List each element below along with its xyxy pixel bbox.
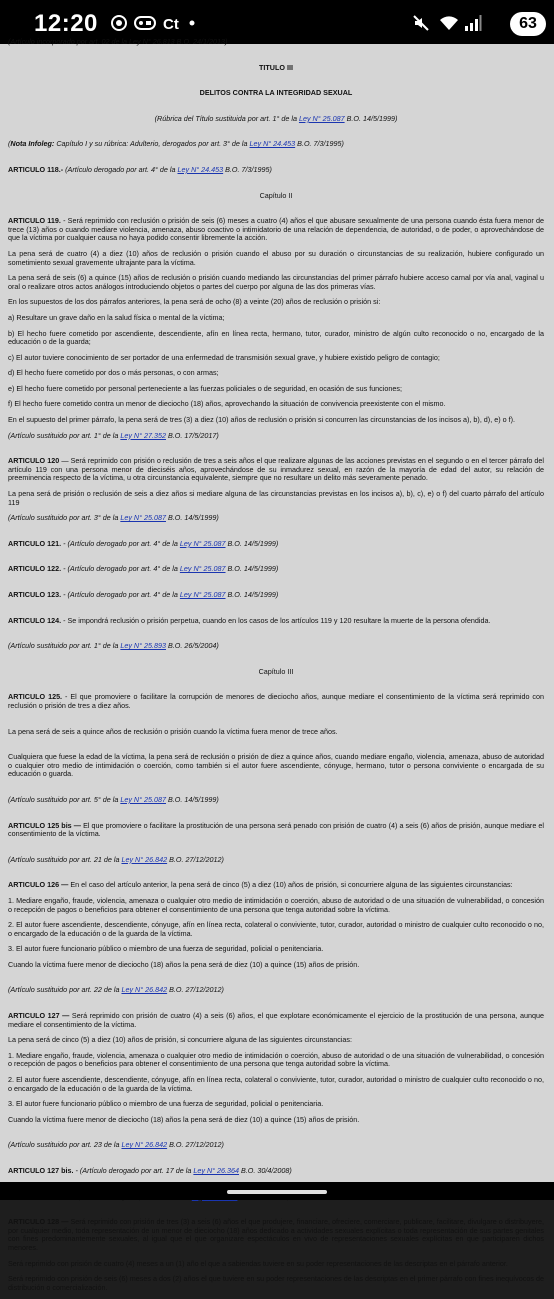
paragraph: Cuando la víctima fuere menor de dieciocho (18) años la pena será de diez (10) a quince (15) años de prisión. [8,959,360,969]
chapter-heading: Capítulo III [258,666,294,676]
amendment-note: (Artículo sustituido por art. 1° de la Ley N° 27.352 B.O. 17/5/2017) [8,430,219,440]
mute-icon [412,14,430,32]
record-camera-icon [134,14,156,32]
amendment-note: (Artículo sustituido por art. 22 de la Ley N° 26.842 B.O. 27/12/2012) [8,985,224,995]
list-item: b) El hecho fuere cometido por ascendiente, descendiente, afín en línea recta, hermano, tutor, curador, ministro de algún culto reconocido o no, encargado de la educación o de la guarda; [8,328,544,347]
article-125: ARTICULO 125. - El que promoviere o facilitare la corrupción de menores de dieciocho años, aunque mediare el consentimiento de la víctima será reprimido con reclusión o prisión de tres a diez años. [8,692,545,710]
list-item: e) El hecho fuere cometido por personal perteneciente a las fuerzas policiales o de seguridad, en ocasión de sus funciones; [8,383,402,393]
paragraph: La pena será de cinco (5) a diez (10) años de prisión, si concurriere alguna de las siguientes circunstancias: [8,1035,352,1045]
battery-badge [510,12,546,36]
document-page[interactable] [0,37,554,1292]
list-item: a) Resultare un grave daño en la salud física o mental de la víctima; [8,312,225,322]
law-link[interactable]: Ley N° 25.087 [120,513,166,523]
paragraph: Cualquiera que fuese la edad de la víctima, la pena será de reclusión o prisión de diez a quince años, cuando mediare engaño, violencia, amenaza, abuso de autoridad o cualquier otro medio de intimidación o coerción, como también si el autor fuere ascendiente, cónyuge, hermano, tutor o persona conviviente o encargada de su educación o guarda. [8,752,544,779]
list-item: f) El hecho fuere cometido contra un menor de dieciocho (18) años, aprovechando la situación de convivencia preexistente con el mismo. [8,399,446,409]
section-heading: DELITOS CONTRA LA INTEGRIDAD SEXUAL [199,88,353,98]
more-dot-icon [188,14,196,32]
article-124: ARTICULO 124. - Se impondrá reclusión o prisión perpetua, cuando en los casos de los artículos 119 y 120 resultare la muerte de la persona ofendida. [8,615,491,625]
paragraph: La pena será de seis a quince años de reclusión o prisión cuando la víctima fuera menor de trece años. [8,726,338,736]
article-125-bis: ARTICULO 125 bis — El que promoviere o facilitare la prostitución de una persona será penado con prisión de cuatro (4) a seis (6) años de prisión, aunque mediare el consentimiento de la víctima. [8,820,545,839]
law-link[interactable]: Ley N° 25.087 [179,590,226,599]
paragraph: La pena será de prisión o reclusión de seis a diez años si mediare alguna de las circunstancias previstas en los incisos a), b), c), e) o f) del cuarto párrafo del artículo 119 [8,489,544,507]
law-link[interactable]: Ley N° 26.842 [121,854,168,864]
amendment-note: (Artículo sustituido por art. 21 de la Ley N° 26.842 B.O. 27/12/2012) [8,854,224,864]
law-link[interactable]: Ley N° 26.842 [121,1140,168,1150]
status-time: 12:20 [34,10,98,37]
signal-icon [464,14,482,32]
navigation-bar [0,1182,554,1200]
top-cut-line: (Artículo incorporado por art. 02 de la Ley N° 26.813 B.O. 24/1/2013) [8,37,228,46]
law-link[interactable]: Ley N° 25.893 [120,641,166,651]
amendment-note: (Artículo sustituido por art. 5° de la Ley N° 25.087 B.O. 14/5/1999) [8,794,219,804]
app-ct-icon [162,14,180,32]
chapter-heading: Capítulo II [259,190,293,200]
paragraph: La pena será de seis (6) a quince (15) años de reclusión o prisión cuando mediando las circunstancias del primer párrafo hubiere acceso carnal por vía anal, vaginal u oral o realizare otros actos análogos introduciendo objetos o partes del cuerpo por alguna de las dos primeras vías. [8,273,544,291]
battery-level: 63 [519,15,537,32]
list-item: c) El autor tuviere conocimiento de ser portador de una enfermedad de transmisión sexual grave, y hubiere existido peligro de contagio; [8,352,440,362]
amendment-note: (Artículo sustituido por art. 3° de la Ley N° 25.087 B.O. 14/5/1999) [8,513,219,523]
article-118: ARTICULO 118.- (Artículo derogado por art. 4° de la Ley N° 24.453 B.O. 7/3/1995) [8,164,272,174]
article-127: ARTICULO 127 — Será reprimido con prisión de cuatro (4) a seis (6) años, el que explotare económicamente el ejercicio de la prostitución de una persona, aunque mediare el consentimiento de la víctima. [8,1011,544,1029]
list-item: d) El hecho fuere cometido por dos o más personas, o con armas; [8,368,219,378]
article-120: ARTICULO 120 — Será reprimido con prisión o reclusión de tres a seis años el que realizare algunas de las acciones previstas en el segundo o en el tercer párrafo del artículo 119 con una persona menor de dieciséis años, aprovechándose de su inmadurez sexual, en razón de la mayoría de edad del autor, su relación de preeminencia respecto de la víctima, u otra circunstancia equivalente, siempre que no resultare un delito más severamente penado. [8,456,545,483]
list-item: 2. El autor fuere ascendiente, descendiente, cónyuge, afín en línea recta, colateral o conviviente, tutor, curador, autoridad o ministro de cualquier culto reconocido o no, o encargado de la educación o de la guarda de la víctima. [8,920,544,938]
law-text [8,38,544,1299]
law-link[interactable]: Ley N° 25.087 [179,538,226,548]
amendment-note: (Artículo sustituido por art. 23 de la Ley N° 26.842 B.O. 27/12/2012) [8,1140,224,1150]
law-link[interactable]: Ley N° 25.087 [179,564,226,574]
law-link[interactable]: Ley N° 24.453 [249,139,296,149]
titulo-heading: TITULO III [259,62,293,72]
article-119: ARTICULO 119. - Será reprimido con reclusión o prisión de seis (6) meses a cuatro (4) años el que abusare sexualmente de una persona cuando ésta fuera menor de trece (13) años o cuando mediare violencia, amenaza, abuso coactivo o intimidatorio de una relación de dependencia, de autoridad, o de poder, o aprovechándose de que la víctima por cualquier causa no haya podido consentir libremente la acción. [8,216,544,243]
law-link[interactable]: Ley N° 26.842 [121,985,168,995]
law-link[interactable]: Ley N° 26.364 [193,1166,240,1175]
article-122: ARTICULO 122. - (Artículo derogado por art. 4° de la Ley N° 25.087 B.O. 14/5/1999) [8,564,279,574]
list-item: 1. Mediare engaño, fraude, violencia, amenaza o cualquier otro medio de intimidación o coerción, abuso de autoridad o de una situación de vulnerabilidad, o concesión o recepción de pagos o beneficios para obtener el consentimiento de una persona que tenga autoridad sobre la víctima. [8,895,544,914]
law-link[interactable]: Ley N° 25.087 [120,794,166,804]
article-127-bis: ARTICULO 127 bis. - (Artículo derogado por art. 17 de la Ley N° 26.364 B.O. 30/4/2008) [8,1166,292,1175]
paragraph: Cuando la víctima fuere menor de dieciocho (18) años la pena será de diez (10) a quince (15) años de prisión. [8,1114,360,1124]
article-128: ARTICULO 128 — Será reprimido con prisión de tres (3) a seis (6) años el que produjere, financiare, ofreciere, comerciare, publicare, facilitare, divulgare o distribuyere, por cualquier medio, toda representación de un menor de dieciocho (18) años dedicado a actividades sexuales explícitas o toda representación de sus partes genitales con fines predominantemente sexuales, al igual que el que organizare espectáculos en vivo de representaciones sexuales explícitas en que participaren dichos menores. [8,1217,544,1252]
paragraph: Será reprimido con prisión de seis (6) meses a dos (2) años el que tuviere en su poder representaciones de las descriptas en el primer párrafo con fines inequívocos de distribución o comercialización. [8,1274,544,1292]
svg-text:Ct: Ct [163,16,179,33]
article-123: ARTICULO 123. - (Artículo derogado por art. 4° de la Ley N° 25.087 B.O. 14/5/1999) [8,590,279,599]
amendment-note: (Artículo sustituido por art. 1° de la Ley N° 25.893 B.O. 26/5/2004) [8,641,219,651]
rubrica-note: (Rúbrica del Título sustituida por art. 1° de la Ley N° 25.087 B.O. 14/5/1999) [154,113,398,123]
article-121: ARTICULO 121. - (Artículo derogado por art. 4° de la Ley N° 25.087 B.O. 14/5/1999) [8,538,279,548]
article-126: ARTICULO 126 — En el caso del artículo anterior, la pena será de cinco (5) a diez (10) años de prisión, si concurriere alguna de las siguientes circunstancias: [8,880,513,890]
list-item: 3. El autor fuere funcionario público o miembro de una fuerza de seguridad, policial o penitenciaria. [8,944,324,954]
home-gesture-handle[interactable] [227,1190,327,1194]
wifi-icon [438,14,460,32]
list-item: 1. Mediare engaño, fraude, violencia, amenaza o cualquier otro medio de intimidación o coerción, abuso de autoridad o de una situación de vulnerabilidad, o concesión o recepción de pagos o beneficios para obtener el consentimiento de una persona que tenga autoridad sobre la víctima. [8,1050,544,1069]
law-link[interactable]: Ley N° 24.453 [177,164,224,174]
law-link[interactable]: Ley N° 27.352 [120,430,166,440]
paragraph: Será reprimido con prisión de cuatro (4) meses a un (1) año el que a sabiendas tuviere en su poder representaciones de las descriptas en el párrafo anterior. [8,1258,508,1268]
paragraph: En el supuesto del primer párrafo, la pena será de tres (3) a diez (10) años de reclusión o prisión si concurren las circunstancias de los incisos a), b), d), e) o f). [8,415,515,425]
infoleg-note: (Nota Infoleg: Capítulo I y su rúbrica: Adulterio, derogados por art. 3° de la Ley N° 24.453 B.O. 7/3/1995) [8,139,344,149]
list-item: 2. El autor fuere ascendiente, descendiente, cónyuge, afín en línea recta, colateral o conviviente, tutor, curador, autoridad o ministro de cualquier culto reconocido o no, o encargado de la educación o de la guarda de la víctima. [8,1075,544,1093]
paragraph: La pena será de cuatro (4) a diez (10) años de reclusión o prisión cuando el abuso por su duración o circunstancias de su realización, hubiere configurado un sometimiento sexual gravemente ultrajante para la víctima. [8,248,544,267]
recording-icon [110,14,128,32]
paragraph: En los supuestos de los dos párrafos anteriores, la pena será de ocho (8) a veinte (20) años de reclusión o prisión si: [8,297,381,307]
list-item: 3. El autor fuere funcionario público o miembro de una fuerza de seguridad, policial o penitenciaria. [8,1099,324,1109]
law-link[interactable]: Ley N° 25.087 [298,113,345,123]
